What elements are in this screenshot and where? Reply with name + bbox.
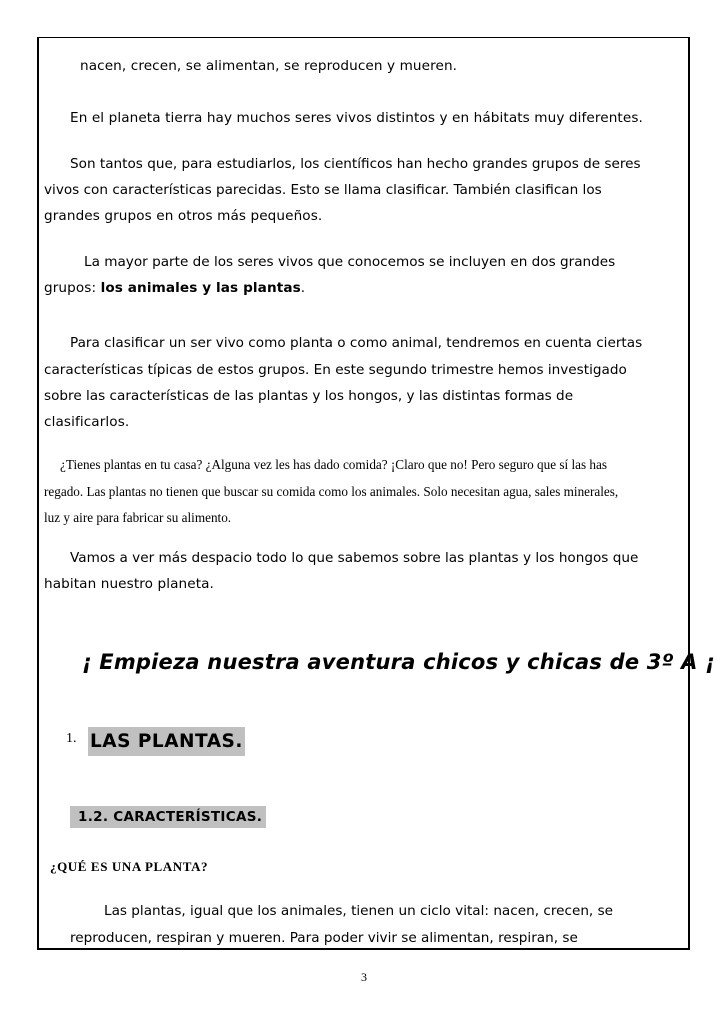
question-heading: ¿QUÉ ES UNA PLANTA? [50,859,209,874]
banner-heading: ¡ Empieza nuestra aventura chicos y chicas de 3º A ¡ [82,650,715,674]
paragraph-line: La mayor parte de los seres vivos que conocemos se incluyen en dos grandes [84,254,616,270]
paragraph-line: características típicas de estos grupos. En este segundo trimestre hemos investigado [44,362,627,378]
paragraph-line: clasificarlos. [44,414,130,430]
bold-phrase: los animales y las plantas [100,280,301,296]
paragraph-line: regado. Las plantas no tienen que buscar su comida como los animales. Solo necesitan agua, sales minerales, [44,484,619,499]
section-number: 1. [66,731,77,746]
page-number: 3 [361,970,367,984]
paragraph-line: vivos con características parecidas. Esto se llama clasificar. También clasifican los [44,182,602,198]
paragraph-line [44,280,305,296]
text-run: grupos: [44,280,101,296]
section-title: LAS PLANTAS. [88,727,245,756]
paragraph-line: luz y aire para fabricar su alimento. [44,510,232,525]
paragraph-line: Las plantas, igual que los animales, tienen un ciclo vital: nacen, crecen, se [104,903,614,919]
paragraph-line: reproducen, respiran y mueren. Para poder vivir se alimentan, respiran, se [70,930,578,946]
paragraph-line: sobre las características de las plantas y los hongos, y las distintas formas de [44,388,574,404]
paragraph-line: habitan nuestro planeta. [44,576,214,592]
paragraph-line: En el planeta tierra hay muchos seres vivos distintos y en hábitats muy diferentes. [70,110,643,126]
paragraph-line: ¿Tienes plantas en tu casa? ¿Alguna vez les has dado comida? ¡Claro que no! Pero seguro que sí las has [60,457,607,472]
text-run: . [300,280,306,296]
paragraph-line: grandes grupos en otros más pequeños. [44,208,323,224]
paragraph-line: Para clasificar un ser vivo como planta o como animal, tendremos en cuenta ciertas [70,335,643,351]
paragraph-line: Son tantos que, para estudiarlos, los científicos han hecho grandes grupos de seres [70,156,641,172]
paragraph-line: Vamos a ver más despacio todo lo que sabemos sobre las plantas y los hongos que [70,550,639,566]
paragraph-line: nacen, crecen, se alimentan, se reproducen y mueren. [80,58,458,74]
subsection-title: 1.2. CARACTERÍSTICAS. [70,806,266,828]
